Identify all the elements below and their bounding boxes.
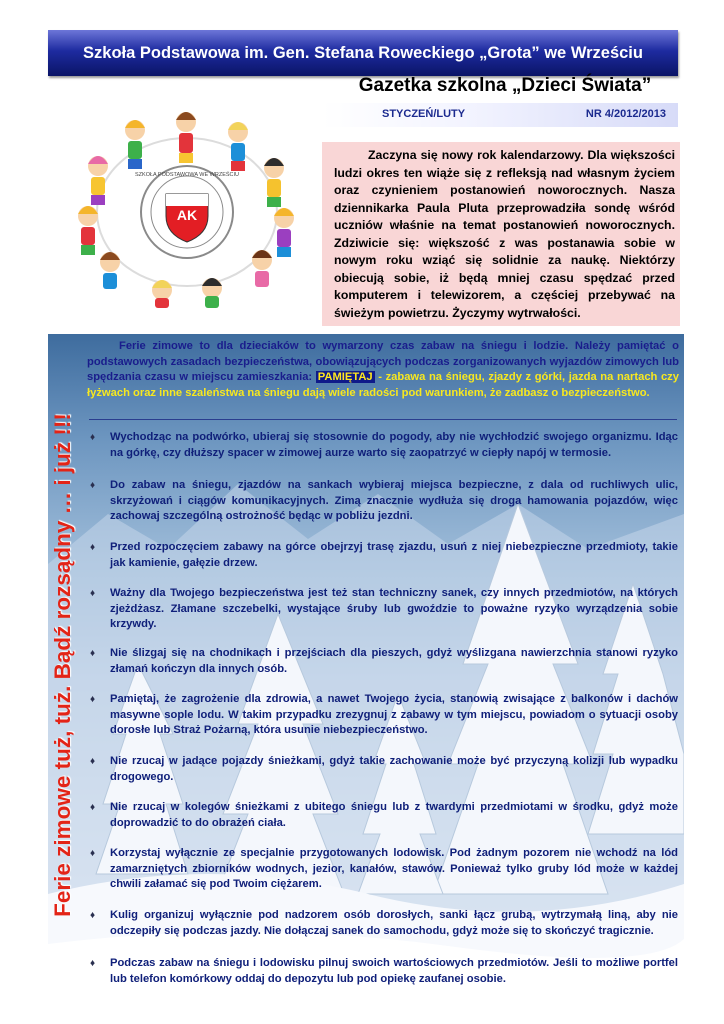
child-figure [100, 252, 120, 289]
diamond-bullet-icon: ♦ [90, 542, 96, 553]
safety-tip-text: Pamiętaj, że zagrożenie dla zdrowia, a nawet Twojego życia, stanowią zwisające z balkonów i dachów masywne sople lodu. W takim przypadku zrezygnuj z zabawy w tym miejscu, powiadom o sytuacji osoby dorosłe lub Straż Pożarną, która usunie niebezpieczeństwo. [110, 693, 678, 737]
safety-tip-text: Kulig organizuj wyłącznie pod nadzorem osób dorosłych, sanki łącz grubą, wytrzymałą liną, aby nie odczepiły się podczas jazdy. Nie dołączaj sanek do samochodu, gdyż może się to skończyć tragicznie. [110, 909, 678, 937]
safety-tip [88, 430, 678, 461]
seal-center-text: AK [176, 207, 198, 223]
diamond-bullet-icon: ♦ [90, 694, 96, 705]
diamond-bullet-icon: ♦ [90, 588, 96, 599]
school-seal [135, 166, 239, 258]
safety-tip-text: Podczas zabaw na śniegu i lodowisku pilnuj swoich wartościowych przedmiotów. Jeśli to możliwe portfel lub telefon komórkowy oddaj do depozytu lub pod opiekę zaufanej osobie. [110, 957, 678, 985]
child-figure [202, 278, 222, 308]
child-figure [125, 120, 145, 169]
children-ring-illustration [62, 110, 312, 310]
diamond-bullet-icon: ♦ [90, 648, 96, 659]
issue-number: NR 4/2012/2013 [585, 108, 666, 120]
school-name: Szkoła Podstawowa im. Gen. Stefana Roweckiego „Grota” we Wrześciu [83, 43, 643, 62]
safety-tip-text: Nie ślizgaj się na chodnikach i przejściach dla pieszych, gdyż wyślizgana nawierzchnia stanowi ryzyko złamań kończyn dla innych osób. [110, 647, 678, 675]
diamond-bullet-icon: ♦ [90, 848, 96, 859]
safety-tip-text: Wychodząc na podwórko, ubieraj się stosownie do pogody, aby nie wychłodzić swojego organizmu. Idąc na górkę, czy dłuższy spacer w zimowej aurze warto się zaopatrzyć w ciepły napój w termosie. [110, 431, 678, 459]
safety-tip [88, 908, 678, 939]
safety-tip [88, 754, 678, 785]
safety-tip-text: Nie rzucaj w jadące pojazdy śnieżkami, gdyż takie zachowanie może być przyczyną kolizji lub wypadku drogowego. [110, 755, 678, 783]
safety-tip [88, 478, 678, 525]
diamond-bullet-icon: ♦ [90, 756, 96, 767]
lead-text-yellow: - zabawa na śniegu, zjazdy z górki, jazda na nartach czy łyżwach oraz inne szaleństwa na śniegu dają wiele radości pod warunkiem, że zadbasz o bezpieczeństwo. [87, 371, 679, 399]
lead-text: Ferie zimowe to dla dzieciaków to wymarzony czas zabaw na śniegu i lodzie. Należy pamiętać o podstawowych zasadach bezpieczeństwa, obowiązujących podczas zorganizowanych wyjazdów zimowych lub spędzania czasu w miejscu zamieszkania: [87, 340, 679, 383]
safety-tip-text: Korzystaj wyłącznie ze specjalnie przygotowanych lodowisk. Pod żadnym pozorem nie wchodź na lód zamarzniętych zbiorników wodnych, jezior, kanałów, stawów. Ponieważ tylko gruby lód może w każdej chwili załamać się pod Twoim ciężarem. [110, 847, 678, 891]
winter-lead [87, 339, 679, 401]
issue-info [322, 103, 678, 127]
school-logo-ring [62, 110, 312, 310]
child-figure [264, 158, 284, 207]
safety-tip [88, 956, 678, 987]
diamond-bullet-icon: ♦ [90, 958, 96, 969]
safety-tip [88, 800, 678, 831]
issue-month: STYCZEŃ/LUTY [382, 108, 466, 120]
child-figure [274, 208, 294, 257]
child-figure [252, 250, 272, 287]
safety-tip [88, 692, 678, 739]
intro-article: Zaczyna się nowy rok kalendarzowy. Dla większości ludzi okres ten wiąże się z refleksją nad własnym życiem oraz czynieniem postanowień noworocznych. Nasza dziennikarka Paula Pluta przeprowadziła sondę wśród uczniów właśnie na temat postanowień noworocznych. Zdziwicie się: większość z was postanawia sobie w nowym roku wziąć się solidnie za naukę. Niektórzy obiecują sobie, iż będą mniej czasu spędzać przed komputerem i telewizorem, a częściej przebywać na świeżym powietrzu. Życzymy wytrwałości. [322, 142, 680, 326]
child-figure [228, 122, 248, 171]
side-title: Ferie zimowe tuż, tuż. Bądź rozsądny … i już !!! [50, 413, 75, 917]
diamond-bullet-icon: ♦ [90, 802, 96, 813]
remember-highlight: PAMIĘTAJ [317, 371, 373, 383]
safety-tip [88, 846, 678, 893]
diamond-bullet-icon: ♦ [90, 910, 96, 921]
diamond-bullet-icon: ♦ [90, 480, 96, 491]
child-figure [152, 280, 172, 308]
school-header [48, 30, 678, 76]
safety-tip-text: Ważny dla Twojego bezpieczeństwa jest też stan techniczny sanek, czy innych przedmiotów, na których zjeżdżasz. Złamane szczebelki, wystające śruby lub gwoździe to poważne ryzyko wyrządzenia sobie krzywdy. [110, 587, 678, 631]
safety-tip-text: Przed rozpoczęciem zabawy na górce obejrzyj trasę zjazdu, usuń z niej niebezpieczne przedmioty, takie jak kamienie, gałęzie drzew. [110, 541, 678, 569]
safety-tip-text: Do zabaw na śniegu, zjazdów na sankach wybieraj miejsca bezpieczne, z dala od ruchliwych ulic, skrzyżowań i ciągów komunikacyjnych. Zimą znacznie wydłuża się droga hamowania pojazdów, więc zachowaj szczególną ostrożność będąc w pobliżu jezdni. [110, 479, 678, 523]
newsletter-title: Gazetka szkolna „Dzieci Świata” [358, 75, 652, 96]
seal-ring-text: SZKOŁA PODSTAWOWA WE WRZEŚCIU [135, 172, 239, 178]
child-figure [88, 156, 108, 205]
winter-safety-section [48, 334, 684, 996]
section-divider [89, 419, 677, 420]
child-figure [78, 206, 98, 255]
safety-tip [88, 646, 678, 677]
safety-tip-text: Nie rzucaj w kolegów śnieżkami z ubitego śniegu lub z twardymi przedmiotami w środku, gdyż może doprowadzić to do obrażeń ciała. [110, 801, 678, 829]
safety-tip [88, 540, 678, 571]
diamond-bullet-icon: ♦ [90, 432, 96, 443]
safety-tip [88, 586, 678, 633]
child-figure [176, 112, 196, 163]
